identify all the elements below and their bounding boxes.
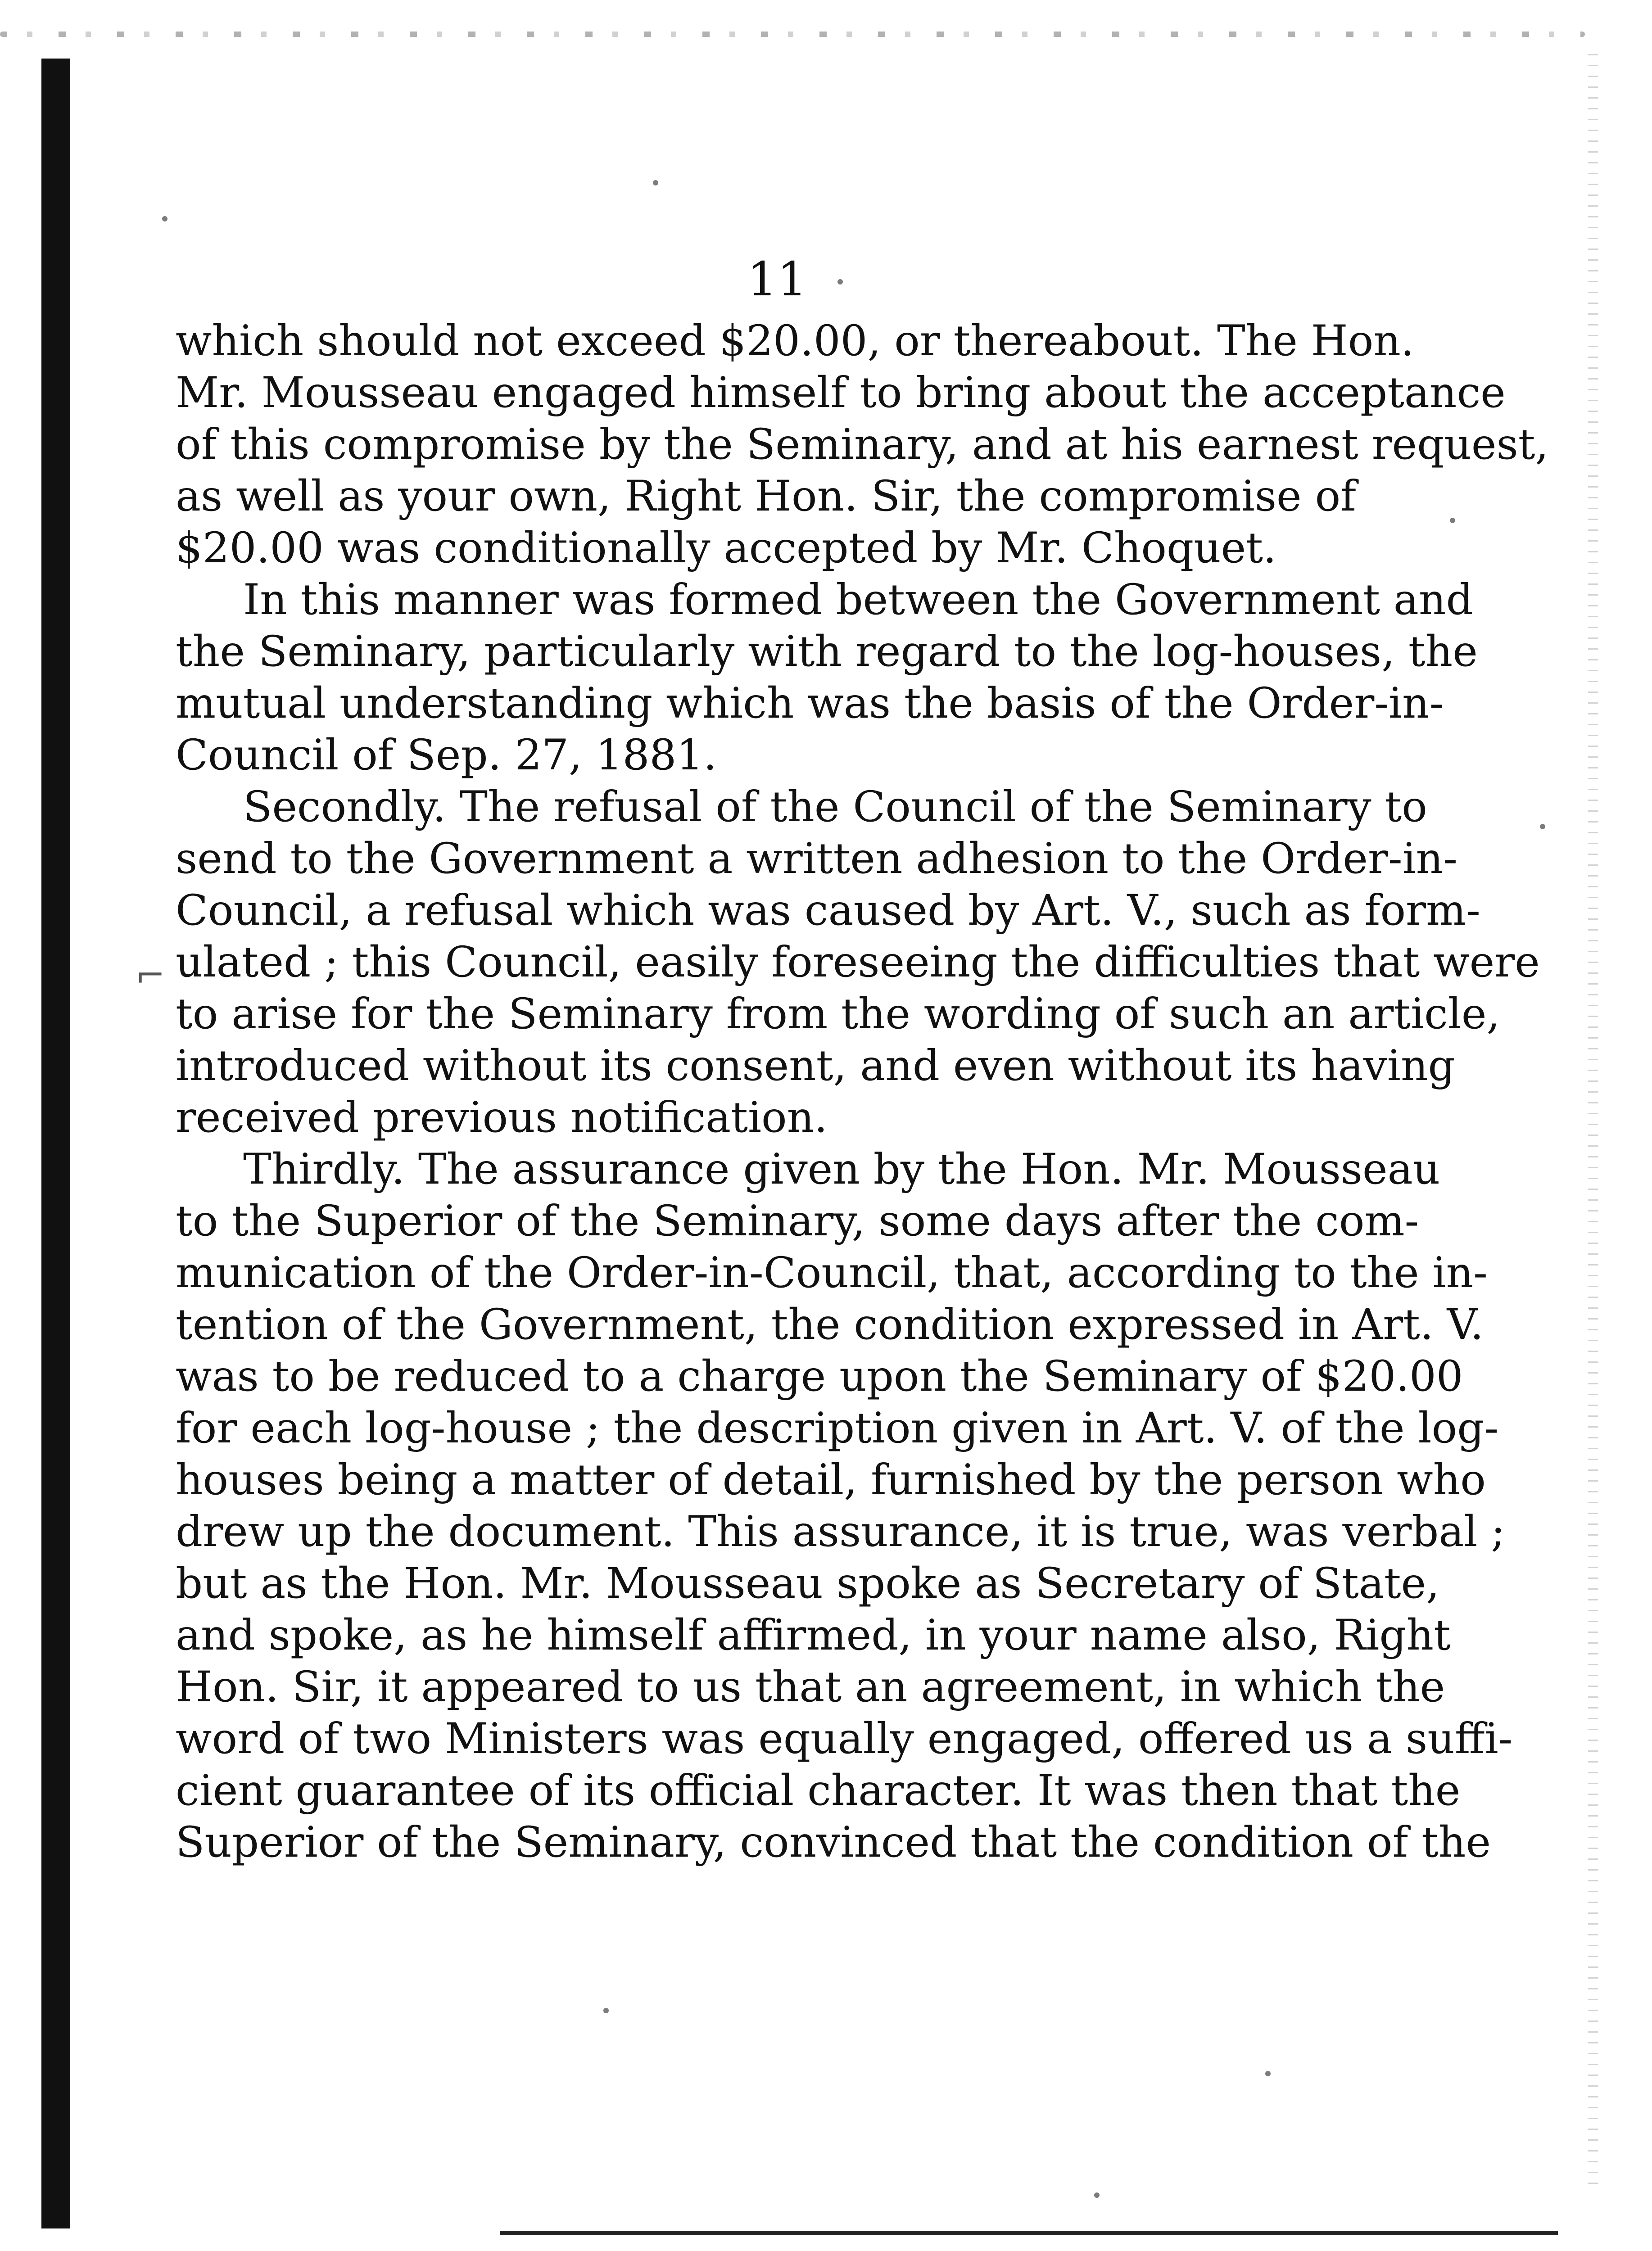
text-line-24: drew up the document. This assurance, it is true, was verbal ; (176, 1507, 1505, 1556)
text-line-28: word of two Ministers was equally engaged, offered us a suffi- (176, 1714, 1513, 1763)
right-scan-edge (1588, 54, 1598, 2188)
text-line-5: $20.00 was conditionally accepted by Mr. Choquet. (176, 524, 1276, 573)
text-line-4: as well as your own, Right Hon. Sir, the compromise of (176, 472, 1356, 521)
text-line-13: ulated ; this Council, easily foreseeing the difficulties that were (176, 938, 1540, 987)
top-scan-noise (0, 32, 1585, 37)
text-line-2: Mr. Mousseau engaged himself to bring about the acceptance (176, 368, 1506, 417)
text-line-16: received previous notification. (176, 1093, 828, 1142)
text-line-29: cient guarantee of its official character. It was then that the (176, 1766, 1461, 1815)
text-line-1: which should not exceed $20.00, or thereabout. The Hon. (176, 316, 1414, 366)
text-line-15: introduced without its consent, and even without its having (176, 1041, 1455, 1090)
scan-speck (1094, 2192, 1100, 2198)
text-line-22: for each log-house ; the description given in Art. V. of the log- (176, 1404, 1499, 1453)
scan-speck (1540, 824, 1545, 829)
text-line-25: but as the Hon. Mr. Mousseau spoke as Secretary of State, (176, 1559, 1440, 1608)
text-line-9: Council of Sep. 27, 1881. (176, 731, 717, 780)
left-binding-shadow (41, 59, 70, 2228)
text-line-12: Council, a refusal which was caused by Art. V., such as form- (176, 886, 1480, 935)
body-text (176, 315, 1549, 1868)
text-line-7: the Seminary, particularly with regard to the log-houses, the (176, 627, 1478, 676)
text-line-6: In this manner was formed between the Government and (243, 575, 1473, 624)
text-line-3: of this compromise by the Seminary, and at his earnest request, (176, 420, 1549, 469)
text-line-27: Hon. Sir, it appeared to us that an agreement, in which the (176, 1663, 1445, 1712)
text-line-26: and spoke, as he himself affirmed, in your name also, Right (176, 1611, 1451, 1660)
text-line-8: mutual understanding which was the basis of the Order-in- (176, 679, 1444, 728)
text-line-19: munication of the Order-in-Council, that, according to the in- (176, 1248, 1488, 1297)
scan-speck (162, 216, 167, 221)
page-number: 11 (747, 252, 807, 307)
text-line-21: was to be reduced to a charge upon the Seminary of $20.00 (176, 1352, 1463, 1401)
scan-speck (837, 279, 843, 285)
bottom-rule (500, 2231, 1558, 2235)
scan-speck (603, 2008, 609, 2013)
text-line-18: to the Superior of the Seminary, some days after the com- (176, 1197, 1419, 1246)
text-line-14: to arise for the Seminary from the wording of such an article, (176, 990, 1500, 1039)
text-line-17: Thirdly. The assurance given by the Hon. Mr. Mousseau (243, 1145, 1440, 1194)
margin-check-mark: ⌐ (135, 954, 166, 996)
text-line-11: send to the Government a written adhesion to the Order-in- (176, 834, 1457, 883)
text-line-30: Superior of the Seminary, convinced that the condition of the (176, 1818, 1491, 1867)
scan-speck (1450, 518, 1455, 523)
scan-speck (653, 180, 658, 185)
text-line-10: Secondly. The refusal of the Council of the Seminary to (243, 782, 1427, 832)
text-line-20: tention of the Government, the condition expressed in Art. V. (176, 1300, 1484, 1349)
text-line-23: houses being a matter of detail, furnished by the person who (176, 1455, 1486, 1505)
scan-speck (1265, 2071, 1271, 2076)
